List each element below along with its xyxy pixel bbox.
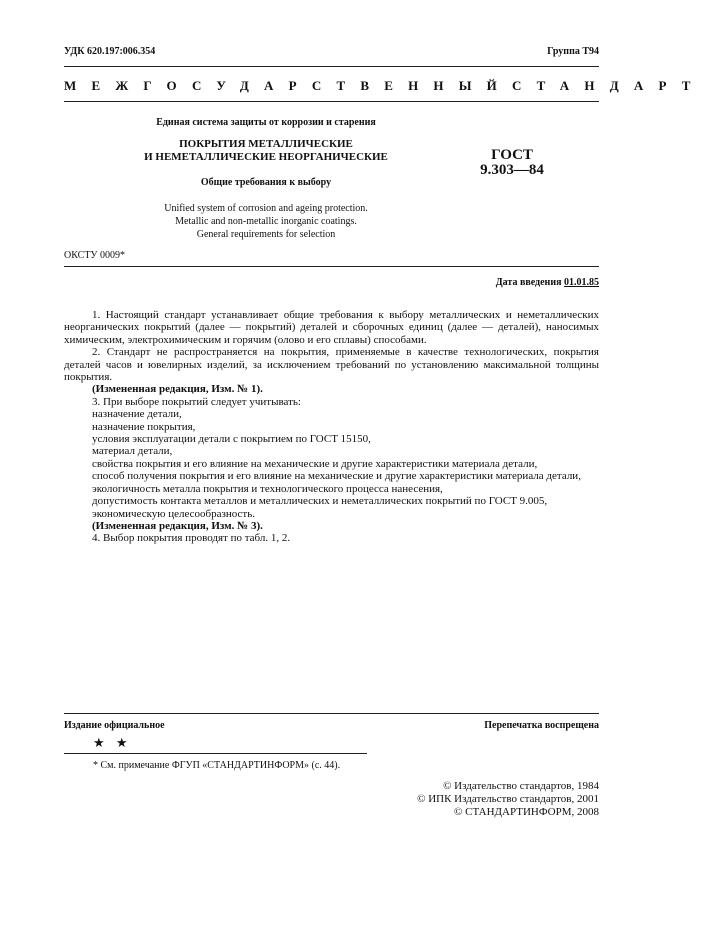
- reprint-prohibited: Перепечатка воспрещена: [484, 720, 599, 731]
- document-body: [64, 309, 599, 545]
- list-item: допустимость контакта металлов и металлических и неметаллических покрытий по ГОСТ 9.005,: [92, 495, 548, 508]
- list-item: свойства покрытия и его влияние на механические и другие характеристики материала детали,: [92, 457, 538, 470]
- footer-divider: [64, 713, 599, 714]
- document-subtitle: Общие требования к выбору: [200, 177, 332, 188]
- english-title: [64, 202, 468, 241]
- list-item: способ получения покрытия и его влияние на механические и другие характеристики материала детали,: [92, 470, 581, 483]
- banner-divider: [64, 101, 599, 102]
- english-title-line-3: General requirements for selection: [196, 229, 336, 240]
- paragraph-3: 3. При выборе покрытий следует учитывать:: [92, 395, 301, 408]
- title-line-2: И НЕМЕТАЛЛИЧЕСКИЕ НЕОРГАНИЧЕСКИЕ: [144, 151, 388, 163]
- copyright-line: © ИПК Издательство стандартов, 2001: [417, 793, 599, 805]
- amendment-note-1: (Измененная редакция, Изм. № 1).: [92, 383, 263, 396]
- paragraph-1: 1. Настоящий стандарт устанавливает общие требования к выбору металлических и неметаллических неорганических покрытий (далее — покрытий) деталей и сборочных единиц (далее — деталей), наносимых химическим, электрохимическим и горячим (олово и его сплавы) способами.: [64, 309, 599, 346]
- list-item: экономическую целесообразность.: [92, 507, 255, 520]
- udk-code: УДК 620.197:006.354: [64, 46, 156, 57]
- banner-word-interstate: МЕЖГОСУДАРСТВЕННЫЙ: [64, 78, 512, 93]
- list-item: материал детали,: [92, 445, 173, 458]
- gost-number: 9.303—84: [480, 162, 544, 178]
- footnote: * См. примечание ФГУП «СТАНДАРТИНФОРМ» (с. 44).: [93, 760, 341, 771]
- english-title-line-1: Unified system of corrosion and ageing protection.: [164, 203, 368, 214]
- list-item: экологичность металла покрытия и технологического процесса нанесения,: [92, 482, 443, 495]
- paragraph-4: 4. Выбор покрытия проводят по табл. 1, 2.: [92, 532, 291, 545]
- amendment-note-3: (Измененная редакция, Изм. № 3).: [92, 519, 263, 532]
- footnote-divider: [64, 753, 367, 754]
- gost-designation: [462, 148, 562, 178]
- gost-label: ГОСТ: [491, 147, 533, 163]
- effective-date-label: Дата введения: [495, 277, 562, 288]
- document-title: [64, 138, 468, 164]
- standard-banner: [64, 78, 706, 94]
- copyright-block: [417, 780, 599, 819]
- paragraph-2: 2. Стандарт не распространяется на покрытия, применяемые в качестве технологических, покрытия деталей часов и ювелирных изделий, за исключением требований по установлению максимальной толщины покрытия.: [64, 346, 599, 384]
- title-line-1: ПОКРЫТИЯ МЕТАЛЛИЧЕСКИЕ: [179, 138, 353, 150]
- banner-word-standard: СТАНДАРТ: [512, 78, 706, 93]
- list-item: условия эксплуатации детали с покрытием по ГОСТ 15150,: [92, 433, 371, 446]
- effective-date: [496, 277, 599, 288]
- oksu-code: ОКСТУ 0009*: [64, 250, 126, 261]
- system-name: Единая система защиты от коррозии и старения: [156, 117, 376, 128]
- top-divider: [64, 66, 599, 67]
- middle-divider: [64, 266, 599, 267]
- group-code: Группа Т94: [547, 46, 599, 57]
- copyright-line: © Издательство стандартов, 1984: [443, 780, 599, 792]
- copyright-line: © СТАНДАРТИНФОРМ, 2008: [454, 806, 599, 818]
- stars-mark: ★ ★: [93, 735, 132, 750]
- effective-date-value: 01.01.85: [564, 277, 599, 288]
- list-item: назначение покрытия,: [92, 420, 196, 433]
- english-title-line-2: Metallic and non-metallic inorganic coatings.: [175, 216, 357, 227]
- official-edition: Издание официальное: [64, 720, 165, 731]
- list-item: назначение детали,: [92, 408, 182, 421]
